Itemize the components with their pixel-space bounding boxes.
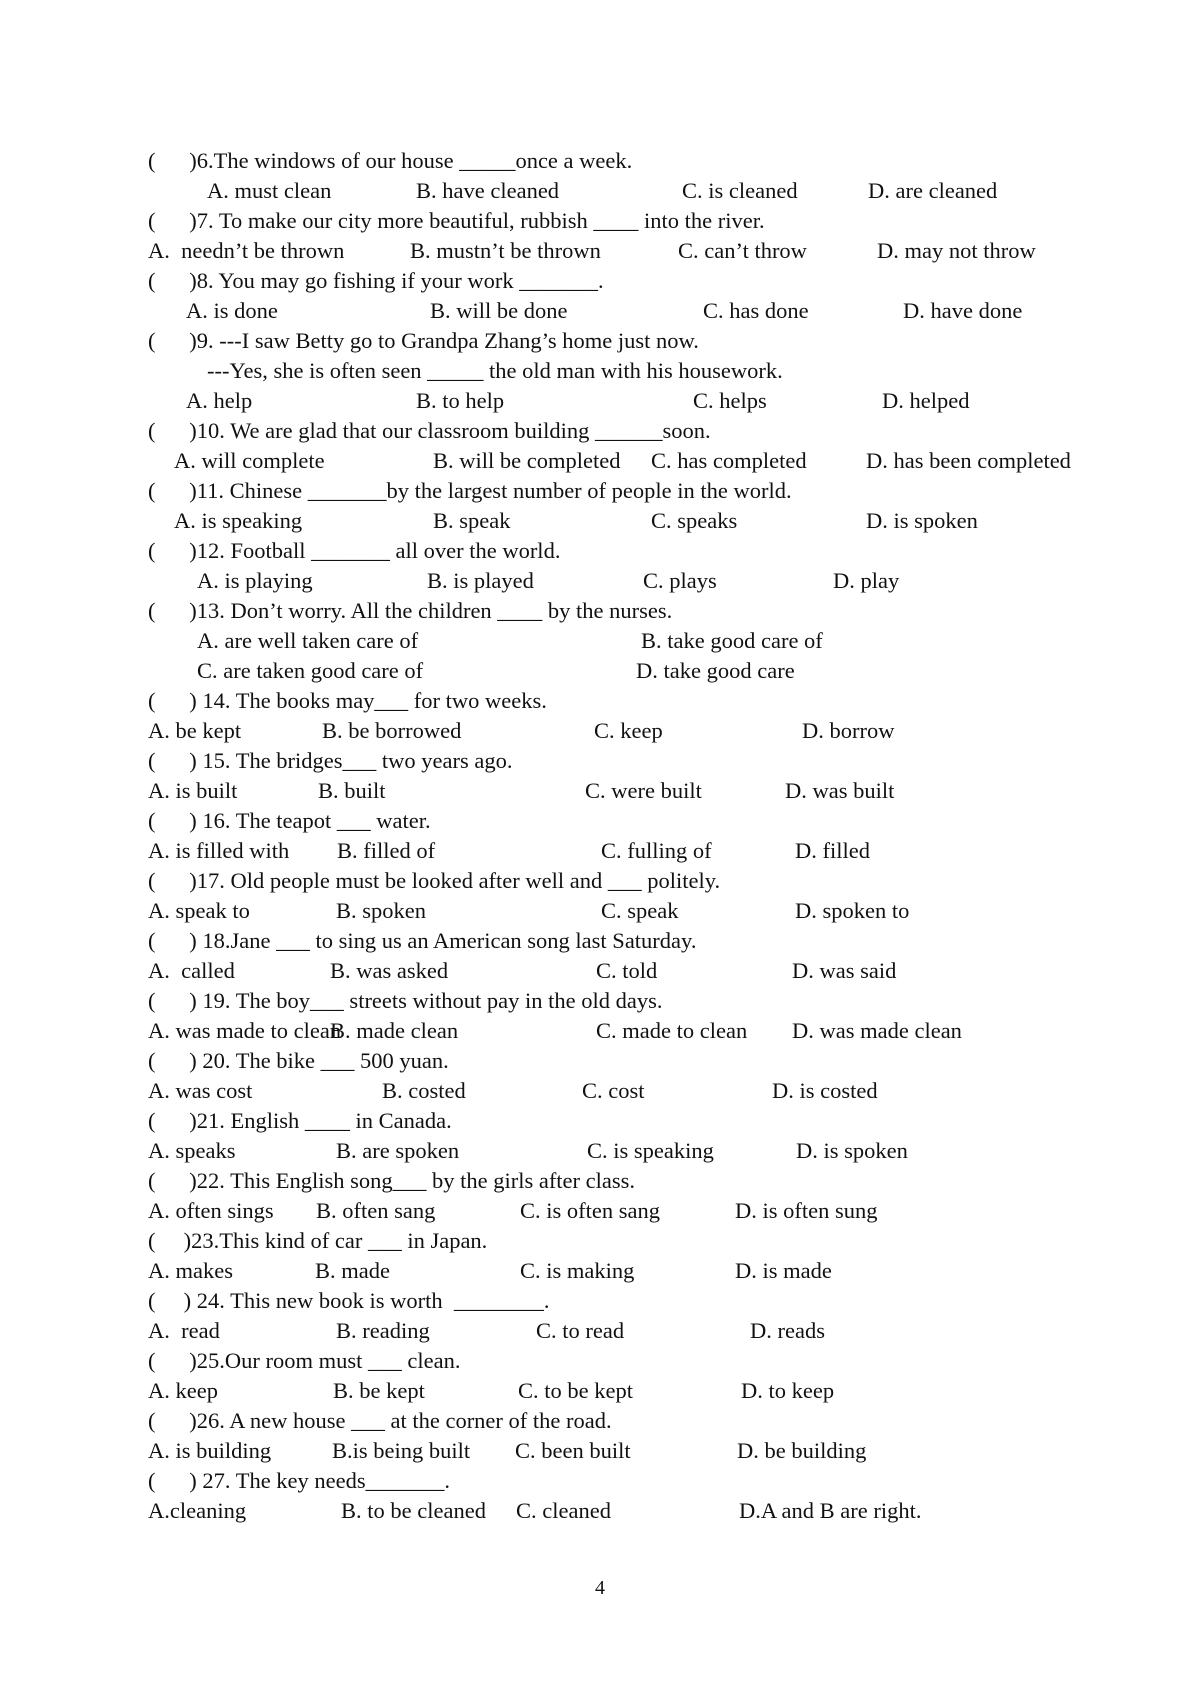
- question-line: ( )11. Chinese _______by the largest number of people in the world.: [148, 478, 792, 503]
- option-choice: C. were built: [585, 778, 702, 803]
- option-row: [0, 1136, 1200, 1166]
- option-choice: C. is cleaned: [682, 178, 798, 203]
- option-choice: A. speaks: [148, 1138, 236, 1163]
- option-choice: D. was said: [792, 958, 897, 983]
- option-row: [0, 506, 1200, 536]
- option-choice: B. reading: [336, 1318, 430, 1343]
- question-line: ( ) 18.Jane ___ to sing us an American song last Saturday.: [148, 928, 697, 953]
- option-choice: D. be building: [737, 1438, 867, 1463]
- option-choice: C. made to clean: [596, 1018, 748, 1043]
- option-choice: D. play: [833, 568, 900, 593]
- option-choice: A. called: [148, 958, 235, 983]
- option-choice: A. help: [186, 388, 253, 413]
- option-row: [0, 236, 1200, 266]
- option-choice: A. be kept: [148, 718, 242, 743]
- option-choice: B. made clean: [330, 1018, 459, 1043]
- option-choice: B. filled of: [337, 838, 436, 863]
- option-row: [0, 956, 1200, 986]
- option-choice: B. is played: [427, 568, 534, 593]
- option-choice: C. fulling of: [601, 838, 712, 863]
- option-choice: C. speak: [601, 898, 679, 923]
- option-choice: B. was asked: [330, 958, 449, 983]
- option-choice: C. speaks: [651, 508, 738, 533]
- option-choice: C. helps: [693, 388, 767, 413]
- option-row: [0, 1496, 1200, 1526]
- option-row: [0, 716, 1200, 746]
- option-choice: B. take good care of: [641, 628, 823, 653]
- option-choice: C. has done: [703, 298, 809, 323]
- option-choice: B.is being built: [332, 1438, 471, 1463]
- option-choice: D.A and B are right.: [739, 1498, 922, 1523]
- question-line: ( )17. Old people must be looked after well and ___ politely.: [148, 868, 721, 893]
- option-row: [0, 566, 1200, 596]
- option-choice: A. will complete: [174, 448, 325, 473]
- option-choice: C. keep: [594, 718, 663, 743]
- question-line: ( ) 24. This new book is worth ________.: [148, 1288, 550, 1313]
- option-choice: B. often sang: [316, 1198, 436, 1223]
- question-line: ( ) 19. The boy___ streets without pay in the old days.: [148, 988, 663, 1013]
- question-line: ( )8. You may go fishing if your work _______.: [148, 268, 604, 293]
- option-choice: C. been built: [515, 1438, 631, 1463]
- question-line: ( )22. This English song___ by the girls after class.: [148, 1168, 636, 1193]
- option-choice: D. borrow: [802, 718, 895, 743]
- option-choice: B. will be completed: [433, 448, 621, 473]
- option-choice: C. to read: [536, 1318, 625, 1343]
- option-choice: B. mustn’t be thrown: [410, 238, 601, 263]
- option-choice: A. keep: [148, 1378, 218, 1403]
- option-choice: D. was made clean: [792, 1018, 962, 1043]
- option-row: [0, 1016, 1200, 1046]
- option-choice: A. is filled with: [148, 838, 290, 863]
- option-choice: B. to be cleaned: [341, 1498, 486, 1523]
- question-line: ( )6.The windows of our house _____once a week.: [148, 148, 633, 173]
- option-choice: B. costed: [382, 1078, 466, 1103]
- option-choice: A. was cost: [148, 1078, 253, 1103]
- option-row: [0, 626, 1200, 656]
- option-choice: A. is building: [148, 1438, 272, 1463]
- option-row: [0, 386, 1200, 416]
- question-line: ( )12. Football _______ all over the world.: [148, 538, 561, 563]
- option-choice: B. have cleaned: [416, 178, 560, 203]
- question-line: ( )21. English ____ in Canada.: [148, 1108, 452, 1133]
- option-choice: B. be kept: [333, 1378, 425, 1403]
- question-line: ( ) 20. The bike ___ 500 yuan.: [148, 1048, 449, 1073]
- option-choice: C. is often sang: [520, 1198, 660, 1223]
- option-choice: D. have done: [903, 298, 1023, 323]
- question-line: ( ) 15. The bridges___ two years ago.: [148, 748, 513, 773]
- option-choice: D. is often sung: [735, 1198, 878, 1223]
- option-choice: D. is made: [735, 1258, 832, 1283]
- option-choice: B. speak: [433, 508, 511, 533]
- option-choice: D. may not throw: [877, 238, 1036, 263]
- option-row: [0, 1376, 1200, 1406]
- option-row: [0, 1316, 1200, 1346]
- option-choice: C. are taken good care of: [197, 658, 424, 683]
- option-row: [0, 1436, 1200, 1466]
- option-choice: C. is speaking: [587, 1138, 714, 1163]
- option-choice: A. is done: [186, 298, 278, 323]
- option-choice: C. cleaned: [516, 1498, 611, 1523]
- option-choice: C. is making: [520, 1258, 635, 1283]
- question-line: ( ) 14. The books may___ for two weeks.: [148, 688, 547, 713]
- option-choice: A. must clean: [207, 178, 332, 203]
- option-row: [0, 446, 1200, 476]
- option-row: [0, 296, 1200, 326]
- question-line: ( )23.This kind of car ___ in Japan.: [148, 1228, 488, 1253]
- option-choice: A.cleaning: [148, 1498, 247, 1523]
- question-line: ( )25.Our room must ___ clean.: [148, 1348, 461, 1373]
- option-choice: D. is spoken: [866, 508, 978, 533]
- option-choice: A. needn’t be thrown: [148, 238, 345, 263]
- question-line: ( )13. Don’t worry. All the children ____ by the nurses.: [148, 598, 673, 623]
- option-choice: D. are cleaned: [868, 178, 998, 203]
- option-choice: A. was made to clean: [148, 1018, 342, 1043]
- option-row: [0, 1076, 1200, 1106]
- option-choice: C. told: [596, 958, 658, 983]
- option-choice: A. makes: [148, 1258, 233, 1283]
- option-choice: C. plays: [643, 568, 717, 593]
- option-row: [0, 1256, 1200, 1286]
- question-line: ( )10. We are glad that our classroom building ______soon.: [148, 418, 711, 443]
- question-line: ( )26. A new house ___ at the corner of the road.: [148, 1408, 612, 1433]
- option-choice: A. are well taken care of: [197, 628, 419, 653]
- option-choice: A. is speaking: [174, 508, 303, 533]
- option-choice: D. was built: [785, 778, 895, 803]
- option-choice: C. to be kept: [518, 1378, 633, 1403]
- option-choice: D. take good care: [636, 658, 795, 683]
- option-row: [0, 656, 1200, 686]
- option-choice: D. is costed: [772, 1078, 878, 1103]
- option-row: [0, 776, 1200, 806]
- option-choice: D. has been completed: [866, 448, 1071, 473]
- option-choice: D. spoken to: [795, 898, 910, 923]
- option-choice: D. reads: [750, 1318, 825, 1343]
- option-choice: A. is built: [148, 778, 238, 803]
- option-choice: A. speak to: [148, 898, 250, 923]
- option-choice: A. read: [148, 1318, 220, 1343]
- option-choice: D. helped: [882, 388, 970, 413]
- question-line: ( )9. ---I saw Betty go to Grandpa Zhang’s home just now.: [148, 328, 699, 353]
- option-row: [0, 1196, 1200, 1226]
- option-choice: D. is spoken: [796, 1138, 908, 1163]
- option-choice: B. spoken: [336, 898, 426, 923]
- option-choice: C. can’t throw: [678, 238, 807, 263]
- option-choice: C. has completed: [651, 448, 807, 473]
- option-row: [0, 176, 1200, 206]
- option-row: [0, 896, 1200, 926]
- option-choice: D. to keep: [741, 1378, 835, 1403]
- option-choice: B. will be done: [430, 298, 568, 323]
- option-choice: A. often sings: [148, 1198, 274, 1223]
- option-choice: B. are spoken: [336, 1138, 460, 1163]
- option-choice: B. made: [315, 1258, 390, 1283]
- option-row: [0, 836, 1200, 866]
- question-line: ( ) 16. The teapot ___ water.: [148, 808, 431, 833]
- option-choice: D. filled: [795, 838, 870, 863]
- option-choice: B. to help: [416, 388, 505, 413]
- option-choice: B. built: [318, 778, 386, 803]
- question-line: ---Yes, she is often seen _____ the old man with his housework.: [207, 358, 783, 383]
- page-number: 4: [595, 1577, 605, 1599]
- question-line: ( )7. To make our city more beautiful, rubbish ____ into the river.: [148, 208, 765, 233]
- option-choice: C. cost: [582, 1078, 645, 1103]
- option-choice: B. be borrowed: [322, 718, 462, 743]
- option-choice: A. is playing: [197, 568, 313, 593]
- question-line: ( ) 27. The key needs_______.: [148, 1468, 451, 1493]
